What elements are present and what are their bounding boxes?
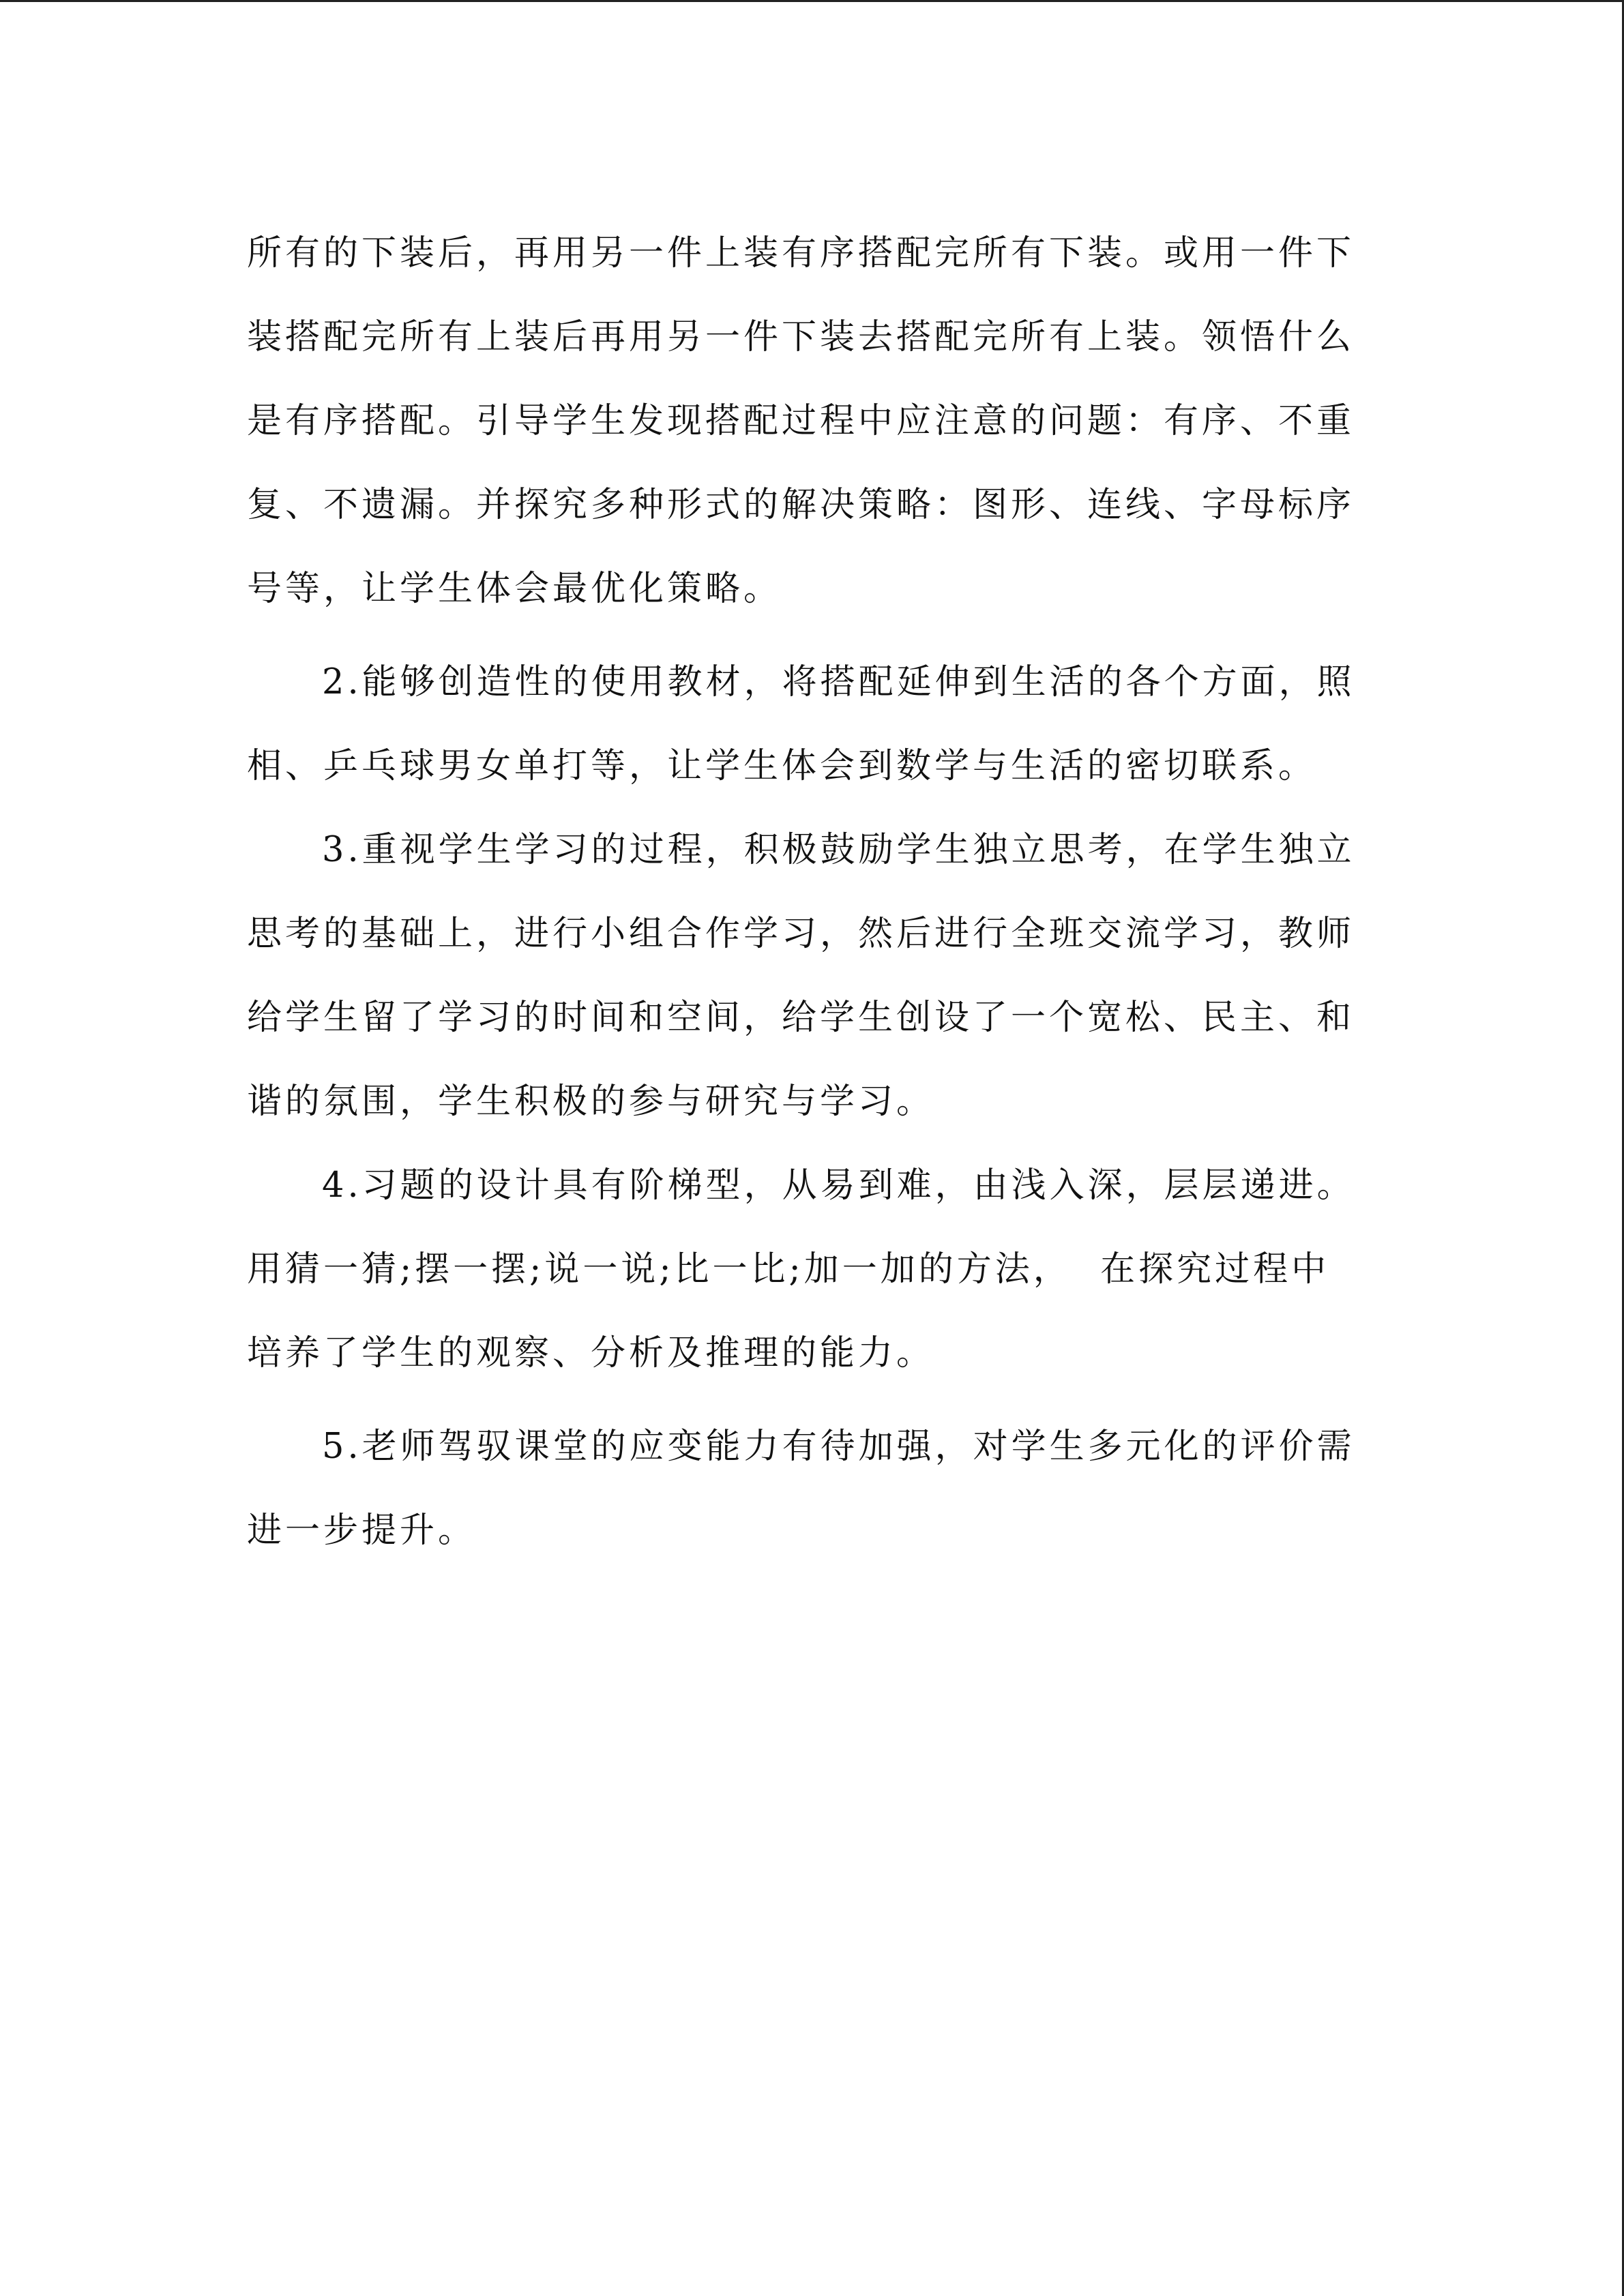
paragraph-item-4: 4.习题的设计具有阶梯型，从易到难，由浅入深，层层递进。用猜一猜;摆一摆;说一说;比一比;加一加的方法， 在探究过程中培养了学生的观察、分析及推理的能力。 [247,1165,1355,1373]
paragraph-continuation: 所有的下装后，再用另一件上装有序搭配完所有下装。或用一件下装搭配完所有上装后再用另一件下装去搭配完所有上装。领悟什么是有序搭配。引导学生发现搭配过程中应注意的问题：有序、不重复、不遗漏。并探究多种形式的解决策略：图形、连线、字母标序号等，让学生体会最优化策略。 [247,233,1355,609]
paragraph-item-5: 5.老师驾驭课堂的应变能力有待加强，对学生多元化的评价需进一步提升。 [247,1427,1355,1551]
page-top-border [0,0,1624,2]
paragraph-item-2: 2.能够创造性的使用教材，将搭配延伸到生活的各个方面，照相、乒乓球男女单打等，让学生体会到数学与生活的密切联系。 [247,662,1355,786]
paragraph-item-3: 3.重视学生学习的过程，积极鼓励学生独立思考，在学生独立思考的基础上，进行小组合作学习，然后进行全班交流学习，教师给学生留了学习的时间和空间，给学生创设了一个宽松、民主、和谐的氛围，学生积极的参与研究与学习。 [247,830,1355,1122]
document-body [247,211,1365,1572]
